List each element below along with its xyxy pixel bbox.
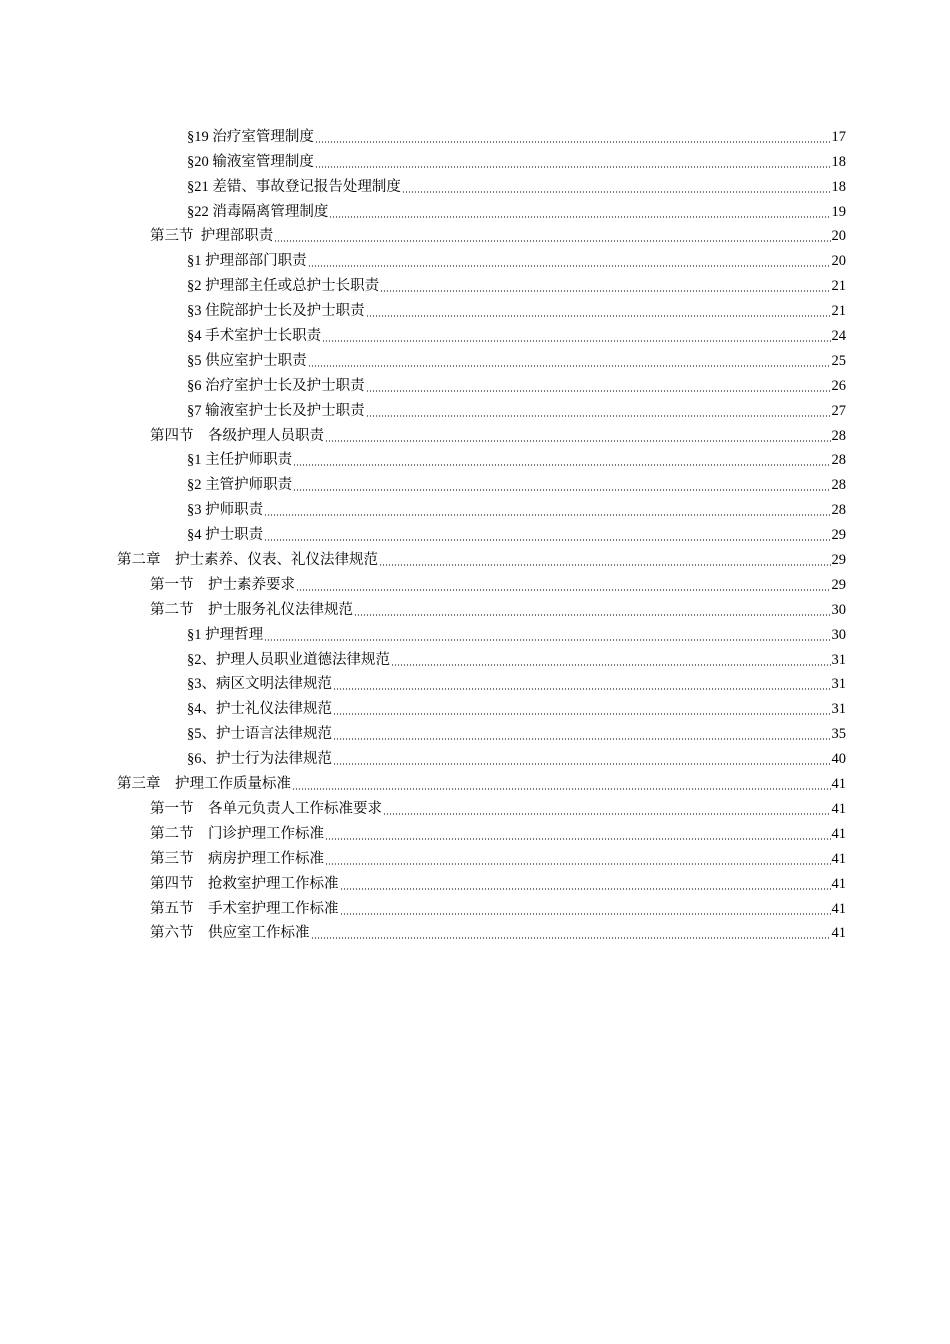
toc-entry-page-number: 21 bbox=[831, 278, 846, 295]
toc-entry-page-number: 28 bbox=[831, 477, 846, 494]
dot-leader bbox=[354, 614, 831, 616]
toc-entry-label: §5、护士语言法律规范 bbox=[187, 726, 332, 743]
toc-entry-page-number: 41 bbox=[831, 850, 846, 867]
toc-entry-page-number: 41 bbox=[831, 776, 846, 793]
toc-entry-page-number: 28 bbox=[831, 427, 846, 444]
dot-leader bbox=[264, 639, 830, 641]
dot-leader bbox=[264, 539, 830, 541]
toc-entry-page-number: 29 bbox=[831, 576, 846, 593]
toc-entry-label: §1 主任护师职责 bbox=[187, 452, 293, 469]
toc-entry-label: 第三节 病房护理工作标准 bbox=[150, 850, 324, 867]
toc-entry[interactable] bbox=[0, 693, 950, 718]
toc-entry[interactable] bbox=[0, 345, 950, 370]
toc-entry[interactable] bbox=[0, 420, 950, 445]
toc-entry[interactable] bbox=[0, 793, 950, 818]
dot-leader bbox=[325, 863, 831, 865]
toc-entry-page-number: 41 bbox=[831, 900, 846, 917]
toc-entry-page-number: 17 bbox=[831, 128, 846, 145]
toc-entry-page-number: 41 bbox=[831, 825, 846, 842]
toc-entry-label: §4 手术室护士长职责 bbox=[187, 328, 322, 345]
toc-entry[interactable] bbox=[0, 768, 950, 793]
toc-entry[interactable] bbox=[0, 445, 950, 470]
dot-leader bbox=[315, 141, 831, 143]
toc-entry-label: §4、护士礼仪法律规范 bbox=[187, 701, 332, 718]
toc-entry-label: §3 护师职责 bbox=[187, 502, 264, 519]
toc-entry-page-number: 19 bbox=[831, 203, 846, 220]
toc-entry[interactable] bbox=[0, 669, 950, 694]
toc-entry-page-number: 18 bbox=[831, 153, 846, 170]
dot-leader bbox=[292, 788, 831, 790]
dot-leader bbox=[333, 738, 831, 740]
toc-entry-page-number: 26 bbox=[831, 377, 846, 394]
toc-entry-label: §21 差错、事故登记报告处理制度 bbox=[187, 178, 401, 195]
dot-leader bbox=[296, 589, 831, 591]
dot-leader bbox=[333, 713, 831, 715]
toc-entry-page-number: 40 bbox=[831, 751, 846, 768]
toc-entry[interactable] bbox=[0, 320, 950, 345]
dot-leader bbox=[366, 390, 831, 392]
toc-entry-page-number: 28 bbox=[831, 502, 846, 519]
toc-entry[interactable] bbox=[0, 121, 950, 146]
toc-entry[interactable] bbox=[0, 146, 950, 171]
toc-entry-page-number: 20 bbox=[831, 228, 846, 245]
toc-entry-page-number: 30 bbox=[831, 601, 846, 618]
toc-entry[interactable] bbox=[0, 893, 950, 918]
toc-entry-page-number: 31 bbox=[831, 701, 846, 718]
toc-entry-page-number: 29 bbox=[831, 552, 846, 569]
toc-entry-label: 第一节 护士素养要求 bbox=[150, 576, 295, 593]
toc-entry[interactable] bbox=[0, 544, 950, 569]
dot-leader bbox=[264, 514, 830, 516]
toc-entry-label: §3、病区文明法律规范 bbox=[187, 676, 332, 693]
dot-leader bbox=[402, 191, 831, 193]
toc-entry[interactable] bbox=[0, 843, 950, 868]
toc-entry[interactable] bbox=[0, 519, 950, 544]
toc-entry[interactable] bbox=[0, 743, 950, 768]
toc-entry[interactable] bbox=[0, 818, 950, 843]
dot-leader bbox=[366, 315, 831, 317]
dot-leader bbox=[366, 415, 831, 417]
toc-entry-page-number: 31 bbox=[831, 651, 846, 668]
toc-entry-label: 第四节 各级护理人员职责 bbox=[150, 427, 324, 444]
toc-entry[interactable] bbox=[0, 619, 950, 644]
dot-leader bbox=[308, 365, 831, 367]
toc-entry[interactable] bbox=[0, 221, 950, 246]
toc-entry[interactable] bbox=[0, 718, 950, 743]
dot-leader bbox=[379, 564, 831, 566]
toc-entry-label: 第一节 各单元负责人工作标准要求 bbox=[150, 800, 382, 817]
dot-leader bbox=[329, 216, 830, 218]
toc-entry-label: §2 主管护师职责 bbox=[187, 477, 293, 494]
toc-entry[interactable] bbox=[0, 171, 950, 196]
toc-entry-label: §22 消毒隔离管理制度 bbox=[187, 203, 329, 220]
dot-leader bbox=[322, 340, 830, 342]
toc-entry-page-number: 35 bbox=[831, 726, 846, 743]
toc-entry-page-number: 24 bbox=[831, 328, 846, 345]
toc-entry[interactable] bbox=[0, 644, 950, 669]
toc-entry-label: §6、护士行为法律规范 bbox=[187, 751, 332, 768]
toc-entry[interactable] bbox=[0, 918, 950, 943]
dot-leader bbox=[380, 290, 830, 292]
dot-leader bbox=[311, 937, 831, 939]
toc-entry-label: §2、护理人员职业道德法律规范 bbox=[187, 651, 390, 668]
table-of-contents bbox=[0, 121, 950, 942]
toc-entry-page-number: 21 bbox=[831, 303, 846, 320]
toc-entry-label: §20 输液室管理制度 bbox=[187, 153, 314, 170]
toc-entry-page-number: 28 bbox=[831, 452, 846, 469]
toc-entry-label: §19 治疗室管理制度 bbox=[187, 128, 314, 145]
toc-entry-label: 第二节 门诊护理工作标准 bbox=[150, 825, 324, 842]
toc-entry-label: 第四节 抢救室护理工作标准 bbox=[150, 875, 339, 892]
dot-leader bbox=[333, 688, 831, 690]
toc-entry-label: §1 护理部部门职责 bbox=[187, 253, 307, 270]
dot-leader bbox=[325, 440, 831, 442]
toc-entry-label: §2 护理部主任或总护士长职责 bbox=[187, 278, 380, 295]
dot-leader bbox=[391, 664, 831, 666]
toc-entry[interactable] bbox=[0, 469, 950, 494]
toc-entry-page-number: 41 bbox=[831, 800, 846, 817]
dot-leader bbox=[308, 265, 831, 267]
toc-entry-label: §6 治疗室护士长及护士职责 bbox=[187, 377, 365, 394]
toc-entry[interactable] bbox=[0, 395, 950, 420]
toc-entry[interactable] bbox=[0, 569, 950, 594]
dot-leader bbox=[293, 489, 830, 491]
toc-entry-page-number: 30 bbox=[831, 626, 846, 643]
dot-leader bbox=[340, 888, 831, 890]
toc-entry[interactable] bbox=[0, 245, 950, 270]
toc-entry-label: §1 护理哲理 bbox=[187, 626, 264, 643]
toc-entry-page-number: 29 bbox=[831, 527, 846, 544]
toc-entry[interactable] bbox=[0, 370, 950, 395]
toc-entry-page-number: 31 bbox=[831, 676, 846, 693]
toc-entry[interactable] bbox=[0, 295, 950, 320]
toc-entry[interactable] bbox=[0, 494, 950, 519]
dot-leader bbox=[333, 763, 831, 765]
toc-entry-label: 第五节 手术室护理工作标准 bbox=[150, 900, 339, 917]
toc-entry-label: §5 供应室护士职责 bbox=[187, 352, 307, 369]
toc-entry[interactable] bbox=[0, 594, 950, 619]
toc-entry-label: §4 护士职责 bbox=[187, 527, 264, 544]
toc-entry-page-number: 41 bbox=[831, 925, 846, 942]
toc-entry-page-number: 18 bbox=[831, 178, 846, 195]
toc-entry-label: 第三章 护理工作质量标准 bbox=[117, 776, 291, 793]
dot-leader bbox=[340, 913, 831, 915]
toc-entry-page-number: 20 bbox=[831, 253, 846, 270]
dot-leader bbox=[274, 240, 830, 242]
toc-entry-page-number: 27 bbox=[831, 402, 846, 419]
toc-entry-label: 第二节 护士服务礼仪法律规范 bbox=[150, 601, 353, 618]
toc-entry[interactable] bbox=[0, 868, 950, 893]
toc-entry-label: 第三节 护理部职责 bbox=[150, 228, 274, 245]
toc-entry-page-number: 25 bbox=[831, 352, 846, 369]
toc-entry-label: §3 住院部护士长及护士职责 bbox=[187, 303, 365, 320]
toc-entry-label: 第六节 供应室工作标准 bbox=[150, 925, 310, 942]
toc-entry-label: §7 输液室护士长及护士职责 bbox=[187, 402, 365, 419]
dot-leader bbox=[293, 464, 830, 466]
toc-entry[interactable] bbox=[0, 270, 950, 295]
toc-entry[interactable] bbox=[0, 196, 950, 221]
dot-leader bbox=[325, 838, 831, 840]
dot-leader bbox=[315, 166, 831, 168]
dot-leader bbox=[383, 813, 831, 815]
toc-entry-label: 第二章 护士素养、仪表、礼仪法律规范 bbox=[117, 552, 378, 569]
toc-entry-page-number: 41 bbox=[831, 875, 846, 892]
